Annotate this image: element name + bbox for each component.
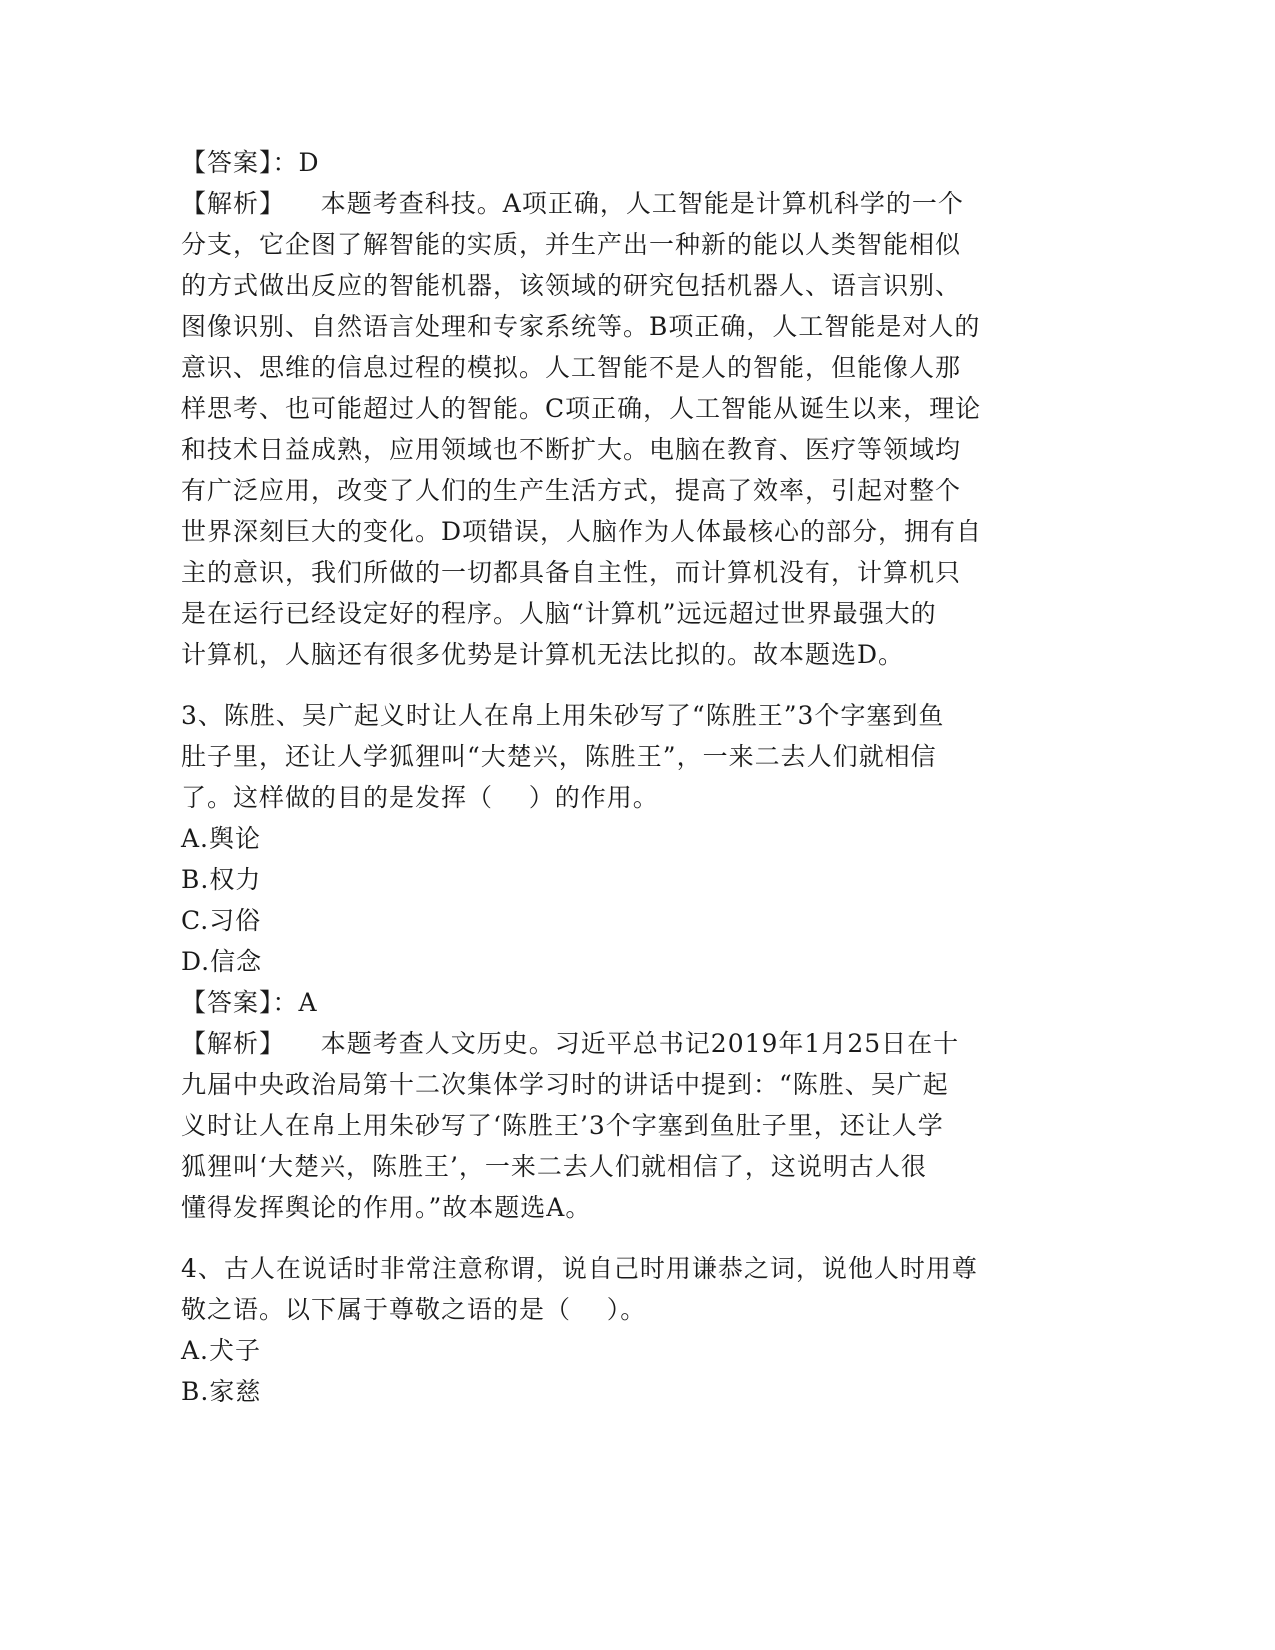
paragraph-gap (181, 1228, 1061, 1248)
analysis-line: 是在运行已经设定好的程序。人脑“计算机”远远超过世界最强大的 (181, 599, 937, 628)
answer-value: D (298, 148, 320, 177)
q2-analysis (181, 183, 1061, 675)
question-line: 4、古人在说话时非常注意称谓，说自己时用谦恭之词，说他人时用尊 (181, 1254, 978, 1283)
analysis-line: 有广泛应用，改变了人们的生产生活方式，提高了效率，引起对整个 (181, 476, 962, 505)
document-page (181, 142, 1061, 1412)
answer-label: 【答案】： (181, 148, 299, 177)
paragraph-gap (181, 675, 1061, 695)
question-line: 敬之语。以下属于尊敬之语的是（ ）。 (181, 1295, 647, 1324)
analysis-line: 【解析】 本题考查人文历史。习近平总书记2019年1月25日在十 (181, 1029, 960, 1058)
analysis-line: 主的意识，我们所做的一切都具备自主性，而计算机没有，计算机只 (181, 558, 962, 587)
option-b: B.家慈 (181, 1377, 262, 1406)
option-a: A.舆论 (181, 824, 262, 853)
question-line: 肚子里，还让人学狐狸叫“大楚兴，陈胜王”，一来二去人们就相信 (181, 742, 937, 771)
q3-question (181, 695, 1061, 818)
q2-answer (181, 142, 1061, 183)
analysis-line: 分支，它企图了解智能的实质，并生产出一种新的能以人类智能相似 (181, 230, 962, 259)
answer-value: A (298, 988, 318, 1017)
option-b: B.权力 (181, 865, 262, 894)
option-a: A.犬子 (181, 1336, 262, 1365)
q4-options (181, 1330, 1061, 1412)
analysis-line: 的方式做出反应的智能机器，该领域的研究包括机器人、语言识别、 (181, 271, 962, 300)
analysis-line: 义时让人在帛上用朱砂写了‘陈胜王’3个字塞到鱼肚子里，还让人学 (181, 1111, 944, 1140)
analysis-line: 和技术日益成熟，应用领域也不断扩大。电脑在教育、医疗等领域均 (181, 435, 962, 464)
q3-analysis (181, 1023, 1061, 1228)
q3-options (181, 818, 1061, 982)
option-c: C.习俗 (181, 906, 262, 935)
q3-answer (181, 982, 1061, 1023)
question-line: 3、陈胜、吴广起义时让人在帛上用朱砂写了“陈胜王”3个字塞到鱼 (181, 701, 945, 730)
option-d: D.信念 (181, 947, 263, 976)
analysis-line: 九届中央政治局第十二次集体学习时的讲话中提到：“陈胜、吴广起 (181, 1070, 949, 1099)
analysis-line: 狐狸叫‘大楚兴，陈胜王’，一来二去人们就相信了，这说明古人很 (181, 1152, 927, 1181)
analysis-line: 图像识别、自然语言处理和专家系统等。B项正确，人工智能是对人的 (181, 312, 981, 341)
question-line: 了。这样做的目的是发挥（ ）的作用。 (181, 783, 659, 812)
analysis-line: 样思考、也可能超过人的智能。C项正确，人工智能从诞生以来，理论 (181, 394, 982, 423)
answer-label: 【答案】： (181, 988, 299, 1017)
analysis-line: 【解析】 本题考查科技。A项正确，人工智能是计算机科学的一个 (181, 189, 964, 218)
analysis-line: 懂得发挥舆论的作用。”故本题选A。 (181, 1193, 592, 1222)
analysis-line: 世界深刻巨大的变化。D项错误，人脑作为人体最核心的部分，拥有自 (181, 517, 983, 546)
analysis-line: 计算机，人脑还有很多优势是计算机无法比拟的。故本题选D。 (181, 640, 905, 669)
q4-question (181, 1248, 1061, 1330)
analysis-line: 意识、思维的信息过程的模拟。人工智能不是人的智能，但能像人那 (181, 353, 962, 382)
